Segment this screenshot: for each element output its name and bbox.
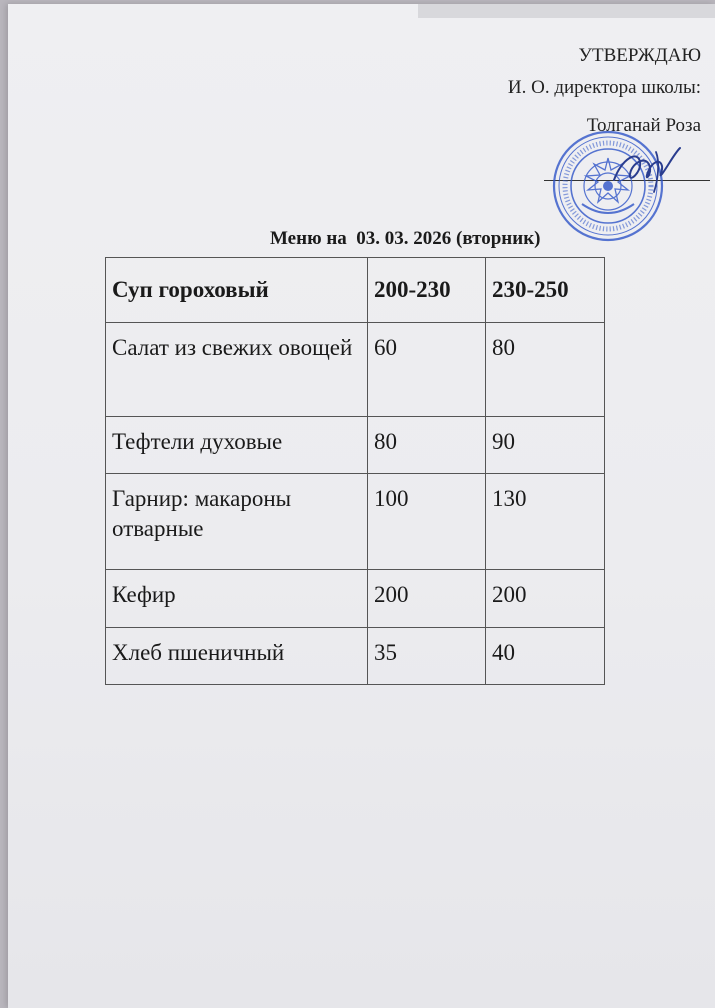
portion-b-cell: 40 [486, 628, 605, 685]
table-row [106, 628, 605, 685]
portion-b-cell: 230-250 [486, 258, 605, 323]
paper-sheet [8, 4, 715, 1008]
dish-cell: Гарнир: макароны отварные [106, 474, 368, 570]
table-row [106, 417, 605, 474]
portion-a-cell: 100 [368, 474, 486, 570]
dish-cell: Салат из свежих овощей [106, 323, 368, 417]
portion-a-cell: 60 [368, 323, 486, 417]
portion-a-cell: 35 [368, 628, 486, 685]
portion-b-cell: 90 [486, 417, 605, 474]
menu-title: Меню на 03. 03. 2026 (вторник) [270, 228, 541, 249]
table-row [106, 474, 605, 570]
portion-a-cell: 80 [368, 417, 486, 474]
paper-edge [418, 4, 715, 18]
approve-heading: УТВЕРЖДАЮ [578, 45, 701, 66]
dish-cell: Тефтели духовые [106, 417, 368, 474]
dish-cell: Кефир [106, 570, 368, 628]
signature-icon [608, 140, 688, 200]
director-position: И. О. директора школы: [507, 76, 701, 98]
portion-b-cell: 130 [486, 474, 605, 570]
table-row [106, 258, 605, 323]
portion-a-cell: 200 [368, 570, 486, 628]
dish-cell: Суп гороховый [106, 258, 368, 323]
portion-b-cell: 80 [486, 323, 605, 417]
portion-b-cell: 200 [486, 570, 605, 628]
table-row [106, 570, 605, 628]
table-row [106, 323, 605, 417]
dish-cell: Хлеб пшеничный [106, 628, 368, 685]
portion-a-cell: 200-230 [368, 258, 486, 323]
menu-table [105, 257, 605, 685]
director-name: Толганай Роза [586, 115, 701, 137]
